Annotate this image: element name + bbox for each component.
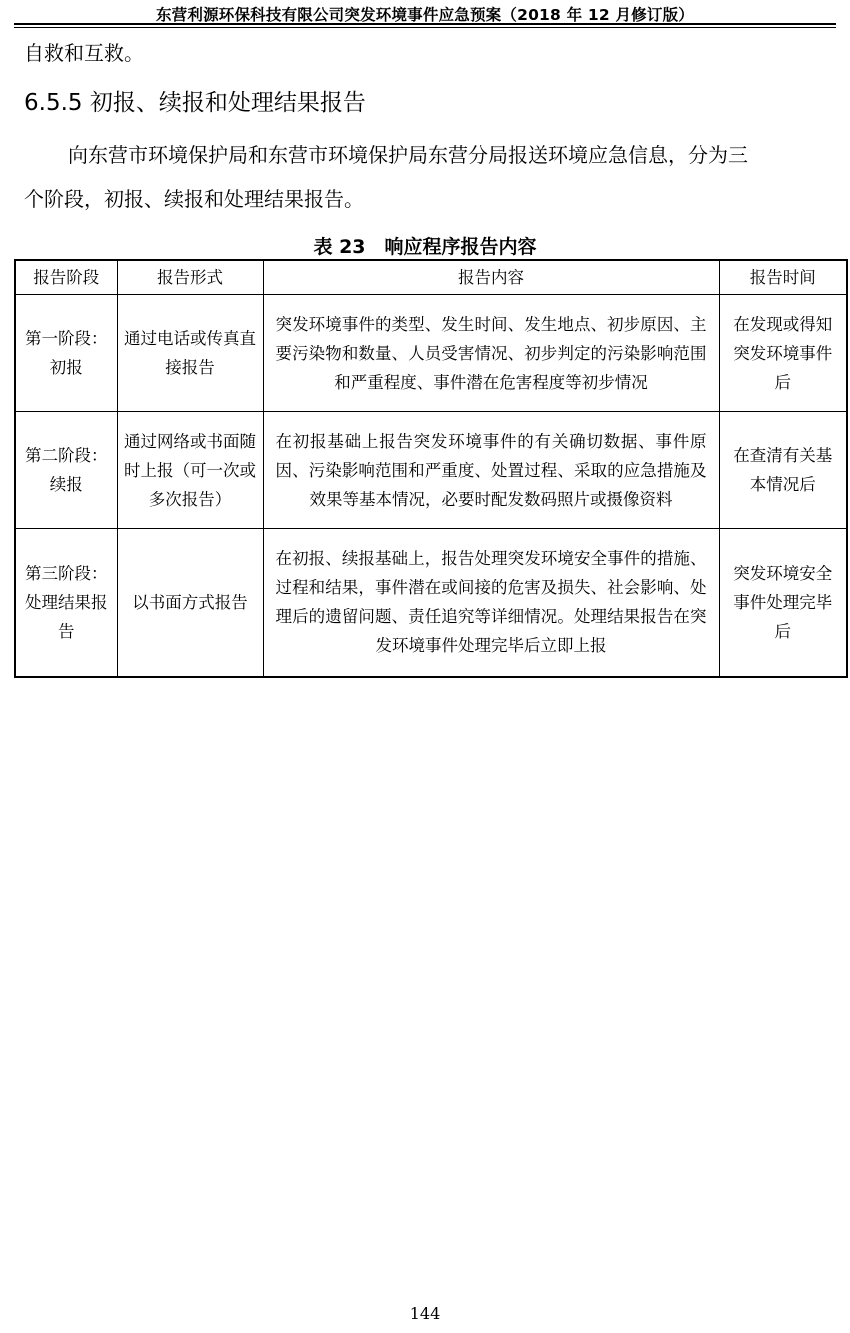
cell-form: 以书面方式报告 [117,529,263,677]
cell-stage: 第二阶段：续报 [15,412,117,529]
paragraph-line-1: 向东营市环境保护局和东营市环境保护局东营分局报送环境应急信息，分为三 [68,143,748,167]
table-row [15,295,847,412]
column-header-content: 报告内容 [263,260,719,295]
table-header-row [15,260,847,295]
continued-text: 自救和互救。 [24,41,144,65]
table-caption: 表 23 响应程序报告内容 [313,236,537,258]
response-report-table [14,259,848,678]
cell-time: 在查清有关基本情况后 [719,412,847,529]
paragraph-line-2: 个阶段，初报、续报和处理结果报告。 [24,187,364,211]
running-header: 东营利源环保科技有限公司突发环境事件应急预案（2018 年 12 月修订版） [155,6,694,24]
cell-stage: 第三阶段：处理结果报告 [15,529,117,677]
column-header-time: 报告时间 [719,260,847,295]
cell-content: 在初报基础上报告突发环境事件的有关确切数据、事件原因、污染影响范围和严重度、处置过程、采取的应急措施及效果等基本情况，必要时配发数码照片或摄像资料 [263,412,719,529]
cell-form: 通过电话或传真直接报告 [117,295,263,412]
table-row [15,412,847,529]
header-rule-thin [14,27,836,28]
cell-stage: 第一阶段：初报 [15,295,117,412]
cell-content: 在初报、续报基础上，报告处理突发环境安全事件的措施、过程和结果，事件潜在或间接的危害及损失、社会影响、处理后的遗留问题、责任追究等详细情况。处理结果报告在突发环境事件处理完毕后立即上报 [263,529,719,677]
page-number: 144 [409,1304,441,1323]
cell-time: 在发现或得知突发环境事件后 [719,295,847,412]
header-rule-thick [14,23,836,25]
column-header-form: 报告形式 [117,260,263,295]
section-heading: 6.5.5 初报、续报和处理结果报告 [24,90,366,116]
column-header-stage: 报告阶段 [15,260,117,295]
table-row [15,529,847,677]
cell-content: 突发环境事件的类型、发生时间、发生地点、初步原因、主要污染物和数量、人员受害情况、初步判定的污染影响范围和严重程度、事件潜在危害程度等初步情况 [263,295,719,412]
cell-time: 突发环境安全事件处理完毕后 [719,529,847,677]
cell-form: 通过网络或书面随时上报（可一次或多次报告） [117,412,263,529]
